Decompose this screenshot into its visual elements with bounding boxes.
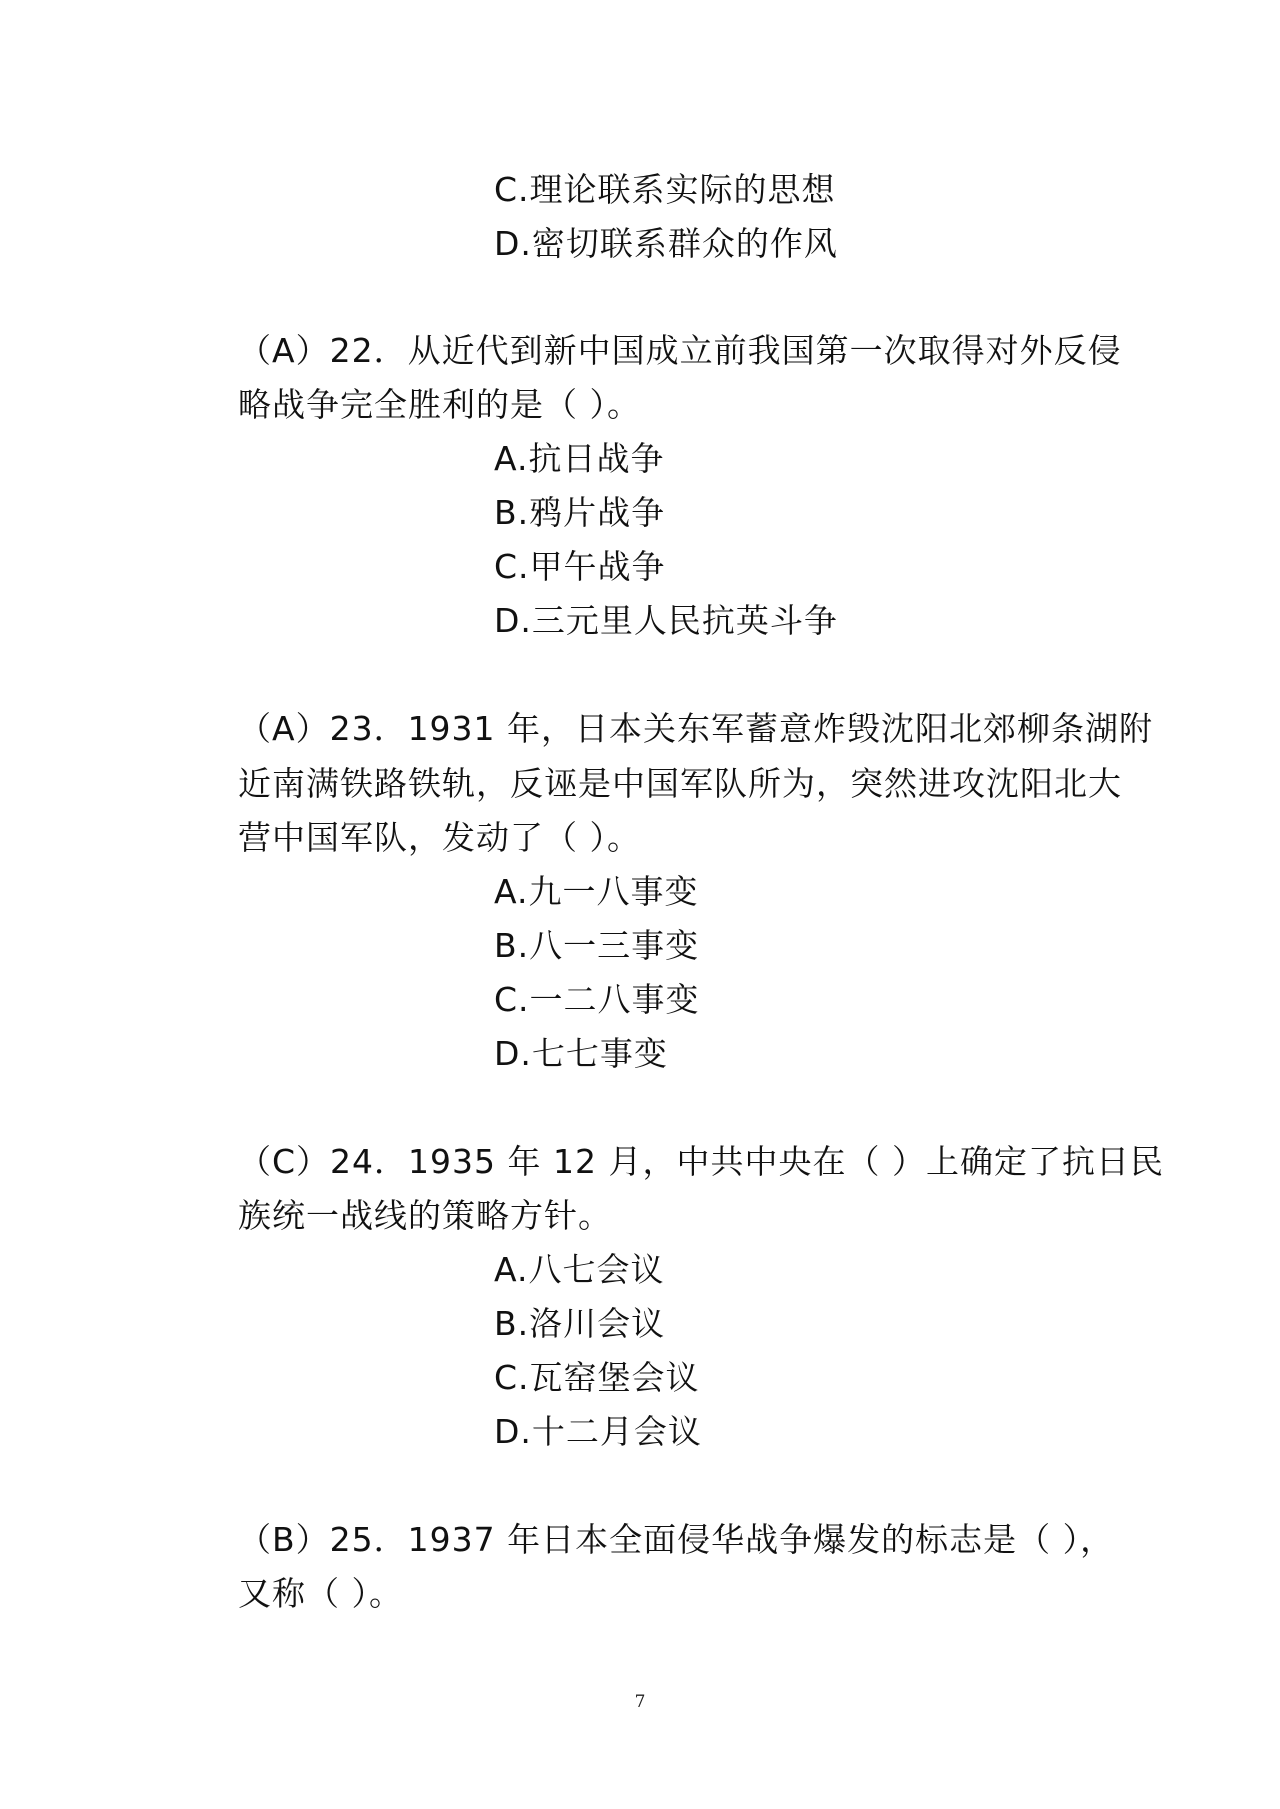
- q22-option-b: B.鸦片战争: [494, 493, 666, 532]
- q24-option-b: B.洛川会议: [494, 1304, 666, 1343]
- q22-stem-line-1: （A）22．从近代到新中国成立前我国第一次取得对外反侵: [238, 331, 1122, 370]
- page-number: 7: [634, 1692, 646, 1712]
- q23-stem-line-1: （A）23．1931 年，日本关东军蓄意炸毁沈阳北郊柳条湖附: [238, 709, 1154, 748]
- prev-option-d: D.密切联系群众的作风: [494, 224, 838, 263]
- q23-stem-line-3: 营中国军队，发动了（ ）。: [238, 818, 641, 857]
- q24-option-d: D.十二月会议: [494, 1412, 702, 1451]
- q23-option-c: C.一二八事变: [494, 980, 700, 1019]
- q22-option-c: C.甲午战争: [494, 547, 666, 586]
- q24-stem-line-2: 族统一战线的策略方针。: [238, 1196, 612, 1235]
- prev-option-c: C.理论联系实际的思想: [494, 170, 836, 209]
- q23-option-b: B.八一三事变: [494, 926, 700, 965]
- q22-option-a: A.抗日战争: [494, 439, 665, 478]
- q23-option-a: A.九一八事变: [494, 872, 699, 911]
- q22-stem-line-2: 略战争完全胜利的是（ ）。: [238, 385, 641, 424]
- q25-stem-line-2: 又称（ ）。: [238, 1574, 403, 1613]
- q23-option-d: D.七七事变: [494, 1034, 668, 1073]
- q24-stem-line-1: （C）24．1935 年 12 月，中共中央在（ ）上确定了抗日民: [238, 1142, 1164, 1181]
- q25-stem-line-1: （B）25．1937 年日本全面侵华战争爆发的标志是（ ），: [238, 1520, 1115, 1559]
- q23-stem-line-2: 近南满铁路铁轨，反诬是中国军队所为，突然进攻沈阳北大: [238, 764, 1122, 803]
- q22-option-d: D.三元里人民抗英斗争: [494, 601, 838, 640]
- q24-option-c: C.瓦窑堡会议: [494, 1358, 700, 1397]
- q24-option-a: A.八七会议: [494, 1250, 665, 1289]
